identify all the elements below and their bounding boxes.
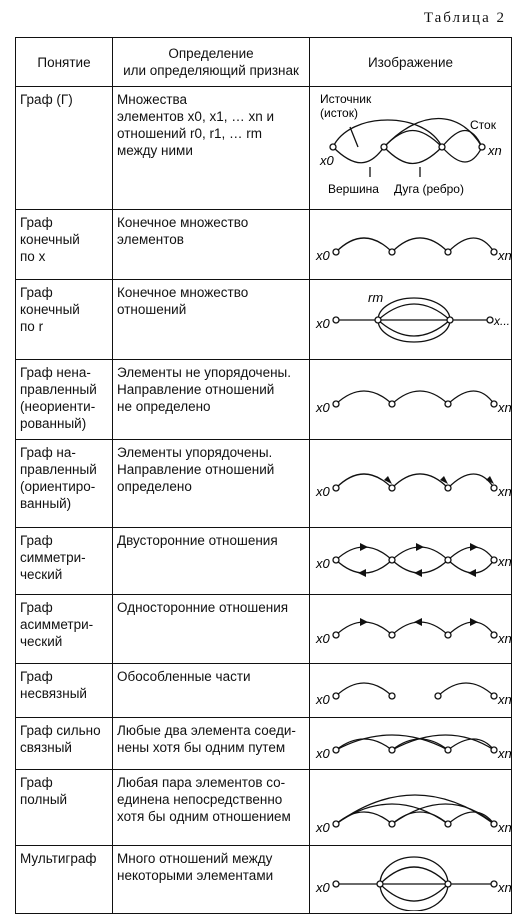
graph-diagram	[310, 89, 512, 207]
table-row	[16, 770, 512, 846]
definition-cell: Множества элементов x0, x1, … xn и отношений r0, r1, … rm между ними	[113, 87, 310, 210]
graph-diagram	[310, 597, 512, 661]
definition-cell: Обособленные части	[113, 664, 310, 718]
table-row	[16, 528, 512, 595]
concept-cell: Граф асимметри- ческий	[16, 595, 113, 664]
definition-cell: Элементы не упорядочены. Направление отношений не определено	[113, 360, 310, 440]
xn-label: xn	[498, 554, 512, 569]
graph-diagram	[310, 212, 512, 277]
table-caption: Таблица 2	[423, 10, 506, 26]
definition-cell: Конечное множество элементов	[113, 210, 310, 280]
table-header-row	[16, 38, 512, 87]
xn-label: xn	[488, 143, 502, 158]
xn-label: x...	[494, 314, 511, 328]
x0-label: x0	[316, 248, 330, 263]
header-image: Изображение	[310, 38, 512, 87]
table-row	[16, 718, 512, 770]
graph-concepts-table	[15, 37, 512, 914]
graph-diagram	[310, 282, 512, 357]
concept-cell: Граф нена- правленный (неориенти- рованный)	[16, 360, 113, 440]
xn-label: xn	[498, 880, 512, 895]
table-row	[16, 595, 512, 664]
x0-label: x0	[316, 746, 330, 761]
definition-cell: Любая пара элементов со- единена непосредственно хотя бы одним отношением	[113, 770, 310, 846]
graph-diagram	[310, 772, 512, 843]
concept-cell: Граф симметри- ческий	[16, 528, 113, 595]
table-row	[16, 87, 512, 210]
definition-cell: Много отношений между некоторыми элементами	[113, 846, 310, 914]
image-cell	[310, 595, 512, 664]
xn-label: xn	[498, 248, 512, 263]
x0-label: x0	[316, 484, 330, 499]
table-row	[16, 210, 512, 280]
definition-cell: Односторонние отношения	[113, 595, 310, 664]
x0-label: x0	[316, 556, 330, 571]
xn-label: xn	[498, 484, 512, 499]
table-row	[16, 280, 512, 360]
definition-cell: Двусторонние отношения	[113, 528, 310, 595]
concept-cell: Граф конечный по x	[16, 210, 113, 280]
graph-diagram	[310, 848, 512, 911]
header-definition: Определение или определяющий признак	[113, 38, 310, 87]
image-cell	[310, 360, 512, 440]
xn-label: xn	[498, 746, 512, 761]
vertex-label: Вершина	[328, 182, 379, 196]
graph-diagram	[310, 530, 512, 592]
concept-cell: Граф (Г)	[16, 87, 113, 210]
image-cell	[310, 528, 512, 595]
image-cell	[310, 718, 512, 770]
graph-diagram	[310, 442, 512, 525]
definition-cell: Элементы упорядочены. Направление отношений определено	[113, 440, 310, 528]
x0-label: x0	[316, 316, 330, 331]
table-row	[16, 664, 512, 718]
source-label-line: (исток)	[320, 106, 358, 120]
table-row	[16, 360, 512, 440]
xn-label: xn	[498, 692, 512, 707]
definition-cell: Любые два элемента соеди- нены хотя бы одним путем	[113, 718, 310, 770]
x0-label: x0	[316, 880, 330, 895]
definition-cell: Конечное множество отношений	[113, 280, 310, 360]
source-label-line: Источник	[320, 92, 372, 106]
xn-label: xn	[498, 631, 512, 646]
image-cell	[310, 87, 512, 210]
concept-cell: Граф полный	[16, 770, 113, 846]
x0-label: x0	[316, 631, 330, 646]
x0-label: x0	[316, 400, 330, 415]
x0-label: x0	[320, 153, 334, 168]
edge-label: Дуга (ребро)	[394, 182, 464, 196]
x0-label: x0	[316, 692, 330, 707]
concept-cell: Граф конечный по r	[16, 280, 113, 360]
concept-cell: Граф на- правленный (ориентиро- ванный)	[16, 440, 113, 528]
image-cell	[310, 770, 512, 846]
image-cell	[310, 664, 512, 718]
graph-diagram	[310, 720, 512, 767]
sink-label: Сток	[470, 118, 496, 132]
table-row	[16, 846, 512, 914]
image-cell	[310, 210, 512, 280]
rm-label: rm	[368, 290, 384, 305]
image-cell	[310, 846, 512, 914]
concept-cell: Граф сильно связный	[16, 718, 113, 770]
table-row	[16, 440, 512, 528]
graph-diagram	[310, 362, 512, 437]
source-label	[320, 92, 372, 120]
concept-cell: Граф несвязный	[16, 664, 113, 718]
concept-cell: Мультиграф	[16, 846, 113, 914]
graph-diagram	[310, 666, 512, 715]
xn-label: xn	[498, 820, 512, 835]
xn-label: xn	[498, 400, 512, 415]
image-cell	[310, 280, 512, 360]
x0-label: x0	[316, 820, 330, 835]
image-cell	[310, 440, 512, 528]
header-concept: Понятие	[16, 38, 113, 87]
